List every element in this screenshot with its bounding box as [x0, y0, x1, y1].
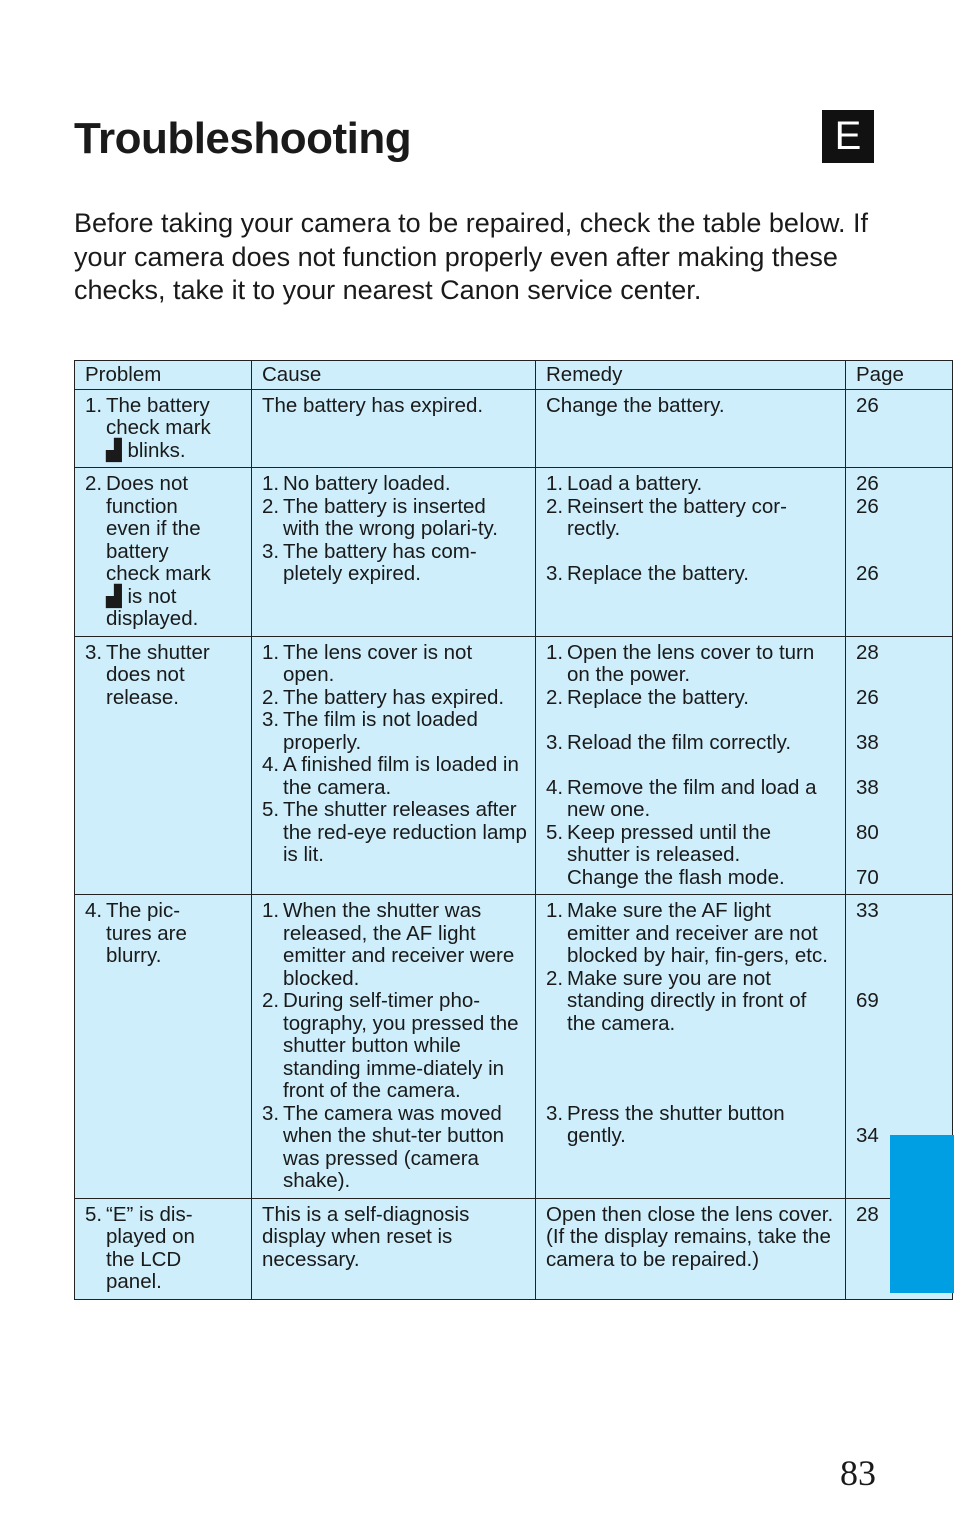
remedy-text: Open then close the lens cover. (If the display remains, take the camera to be repaired.): [546, 1202, 834, 1271]
problem-number: 3.: [85, 640, 103, 664]
table-row: [75, 636, 953, 895]
page-cell: [846, 636, 953, 895]
remedy-cell: [536, 1198, 846, 1299]
page-ref: 28: [856, 640, 879, 664]
problem-cell: [75, 636, 252, 895]
cause-number: 1.: [262, 472, 280, 495]
cause-number: 3.: [262, 539, 280, 563]
cause-cell: [252, 468, 536, 637]
cause-text: No battery loaded.: [283, 472, 451, 495]
cause-text: The battery has expired.: [262, 393, 484, 417]
remedy-cell: [536, 636, 846, 895]
page-ref: 34: [856, 1124, 879, 1147]
table-row: [75, 895, 953, 1199]
header-cause: Cause: [252, 361, 536, 390]
problem-number: 4.: [85, 899, 103, 922]
cause-cell: [252, 1198, 536, 1299]
remedy-text: Reload the film correctly.: [567, 730, 792, 754]
page-ref: 26: [856, 494, 879, 518]
table-row: [75, 1198, 953, 1299]
remedy-number: 4.: [546, 775, 564, 799]
page-cell: [846, 468, 953, 637]
cause-text: A finished film is loaded in the camera.: [283, 753, 519, 799]
cause-text: During self-timer pho-tography, you pressed the shutter button while standing imme-diately in front of the camera.: [283, 989, 519, 1102]
remedy-text: Remove the film and load a new one.: [567, 775, 817, 821]
cause-number: 2.: [262, 494, 280, 518]
table-row: [75, 468, 953, 637]
table-header-row: [75, 361, 953, 390]
cause-text: The lens cover is not open.: [283, 640, 473, 686]
page-number: 83: [840, 1453, 876, 1493]
problem-number: 2.: [85, 472, 103, 495]
troubleshooting-table: [74, 360, 953, 1300]
page-ref: 69: [856, 989, 879, 1012]
page-ref: 26: [856, 393, 879, 417]
remedy-number: 3.: [546, 730, 564, 754]
page-ref: 26: [856, 685, 879, 709]
intro-paragraph: Before taking your camera to be repaired, check the table below. If your camera does not function properly even after making these checks, take it to your nearest Canon service center.: [74, 208, 868, 305]
cause-number: 3.: [262, 708, 280, 731]
cause-number: 5.: [262, 798, 280, 821]
section-tab-marker: [890, 1135, 954, 1293]
problem-number: 1.: [85, 393, 103, 417]
remedy-text: Make sure the AF light emitter and receiver are not blocked by hair, fin-gers, etc.: [567, 899, 828, 967]
problem-cell: [75, 895, 252, 1199]
cause-number: 3.: [262, 1101, 280, 1125]
remedy-number: 2.: [546, 966, 564, 990]
cause-text: When the shutter was released, the AF light emitter and receiver were blocked.: [283, 899, 515, 990]
remedy-text: Press the shutter button gently.: [567, 1101, 785, 1147]
cause-text: The battery has com-pletely expired.: [283, 539, 477, 585]
problem-number: 5.: [85, 1202, 103, 1226]
cause-number: 2.: [262, 685, 280, 709]
cause-text: The film is not loaded properly.: [283, 708, 478, 754]
remedy-number: 1.: [546, 472, 564, 495]
cause-number: 4.: [262, 753, 280, 776]
cause-cell: [252, 895, 536, 1199]
page-ref: 33: [856, 899, 879, 922]
remedy-text: Change the battery.: [546, 393, 725, 417]
cause-cell: [252, 636, 536, 895]
remedy-text: Reinsert the battery cor-rectly.: [567, 494, 787, 540]
remedy-number: 2.: [546, 685, 564, 709]
remedy-cell: [536, 468, 846, 637]
page-ref: 80: [856, 820, 879, 844]
cause-text: This is a self-diagnosis display when reset is necessary.: [262, 1202, 470, 1271]
problem-text: The battery check mark ▟ blinks.: [106, 393, 211, 462]
language-badge: E: [822, 110, 874, 163]
problem-text: Does not function even if the battery check mark ▟ is not displayed.: [106, 472, 211, 630]
cause-text: The battery has expired.: [283, 685, 505, 709]
remedy-cell: [536, 389, 846, 468]
page-ref: 70: [856, 865, 879, 889]
page-cell: [846, 389, 953, 468]
table-row: [75, 389, 953, 468]
problem-text: “E” is dis-played on the LCD panel.: [106, 1202, 195, 1293]
header-remedy: Remedy: [536, 361, 846, 390]
remedy-number: 3.: [546, 1101, 564, 1125]
remedy-text: Open the lens cover to turn on the power.: [567, 640, 815, 686]
header-problem: Problem: [75, 361, 252, 390]
cause-number: 2.: [262, 989, 280, 1012]
remedy-number: 2.: [546, 494, 564, 518]
page-ref: 26: [856, 472, 879, 495]
remedy-number: 3.: [546, 562, 564, 585]
page-ref: 38: [856, 730, 879, 754]
remedy-text: Change the flash mode.: [567, 865, 785, 889]
page-title: Troubleshooting: [74, 114, 412, 163]
remedy-number: 5.: [546, 820, 564, 844]
remedy-number: 1.: [546, 899, 564, 922]
cause-cell: [252, 389, 536, 468]
header-page: Page: [846, 361, 953, 390]
remedy-text: Replace the battery.: [567, 562, 749, 585]
remedy-text: Replace the battery.: [567, 685, 749, 709]
cause-text: The camera was moved when the shut-ter button was pressed (camera shake).: [283, 1101, 505, 1192]
remedy-text: Make sure you are not standing directly in front of the camera.: [567, 966, 807, 1035]
cause-number: 1.: [262, 899, 280, 922]
remedy-text: Keep pressed until the shutter is released.: [567, 820, 771, 866]
cause-text: The battery is inserted with the wrong polari-ty.: [283, 494, 498, 540]
remedy-cell: [536, 895, 846, 1199]
problem-text: The shutter does not release.: [106, 640, 210, 709]
problem-cell: [75, 468, 252, 637]
page-ref: 28: [856, 1202, 879, 1226]
cause-text: The shutter releases after the red-eye reduction lamp is lit.: [283, 798, 527, 866]
cause-number: 1.: [262, 640, 280, 664]
page-ref: 26: [856, 562, 879, 585]
problem-cell: [75, 1198, 252, 1299]
problem-cell: [75, 389, 252, 468]
remedy-text: Load a battery.: [567, 472, 703, 495]
problem-text: The pic-tures are blurry.: [106, 899, 187, 967]
page-ref: 38: [856, 775, 879, 799]
remedy-number: 1.: [546, 640, 564, 664]
